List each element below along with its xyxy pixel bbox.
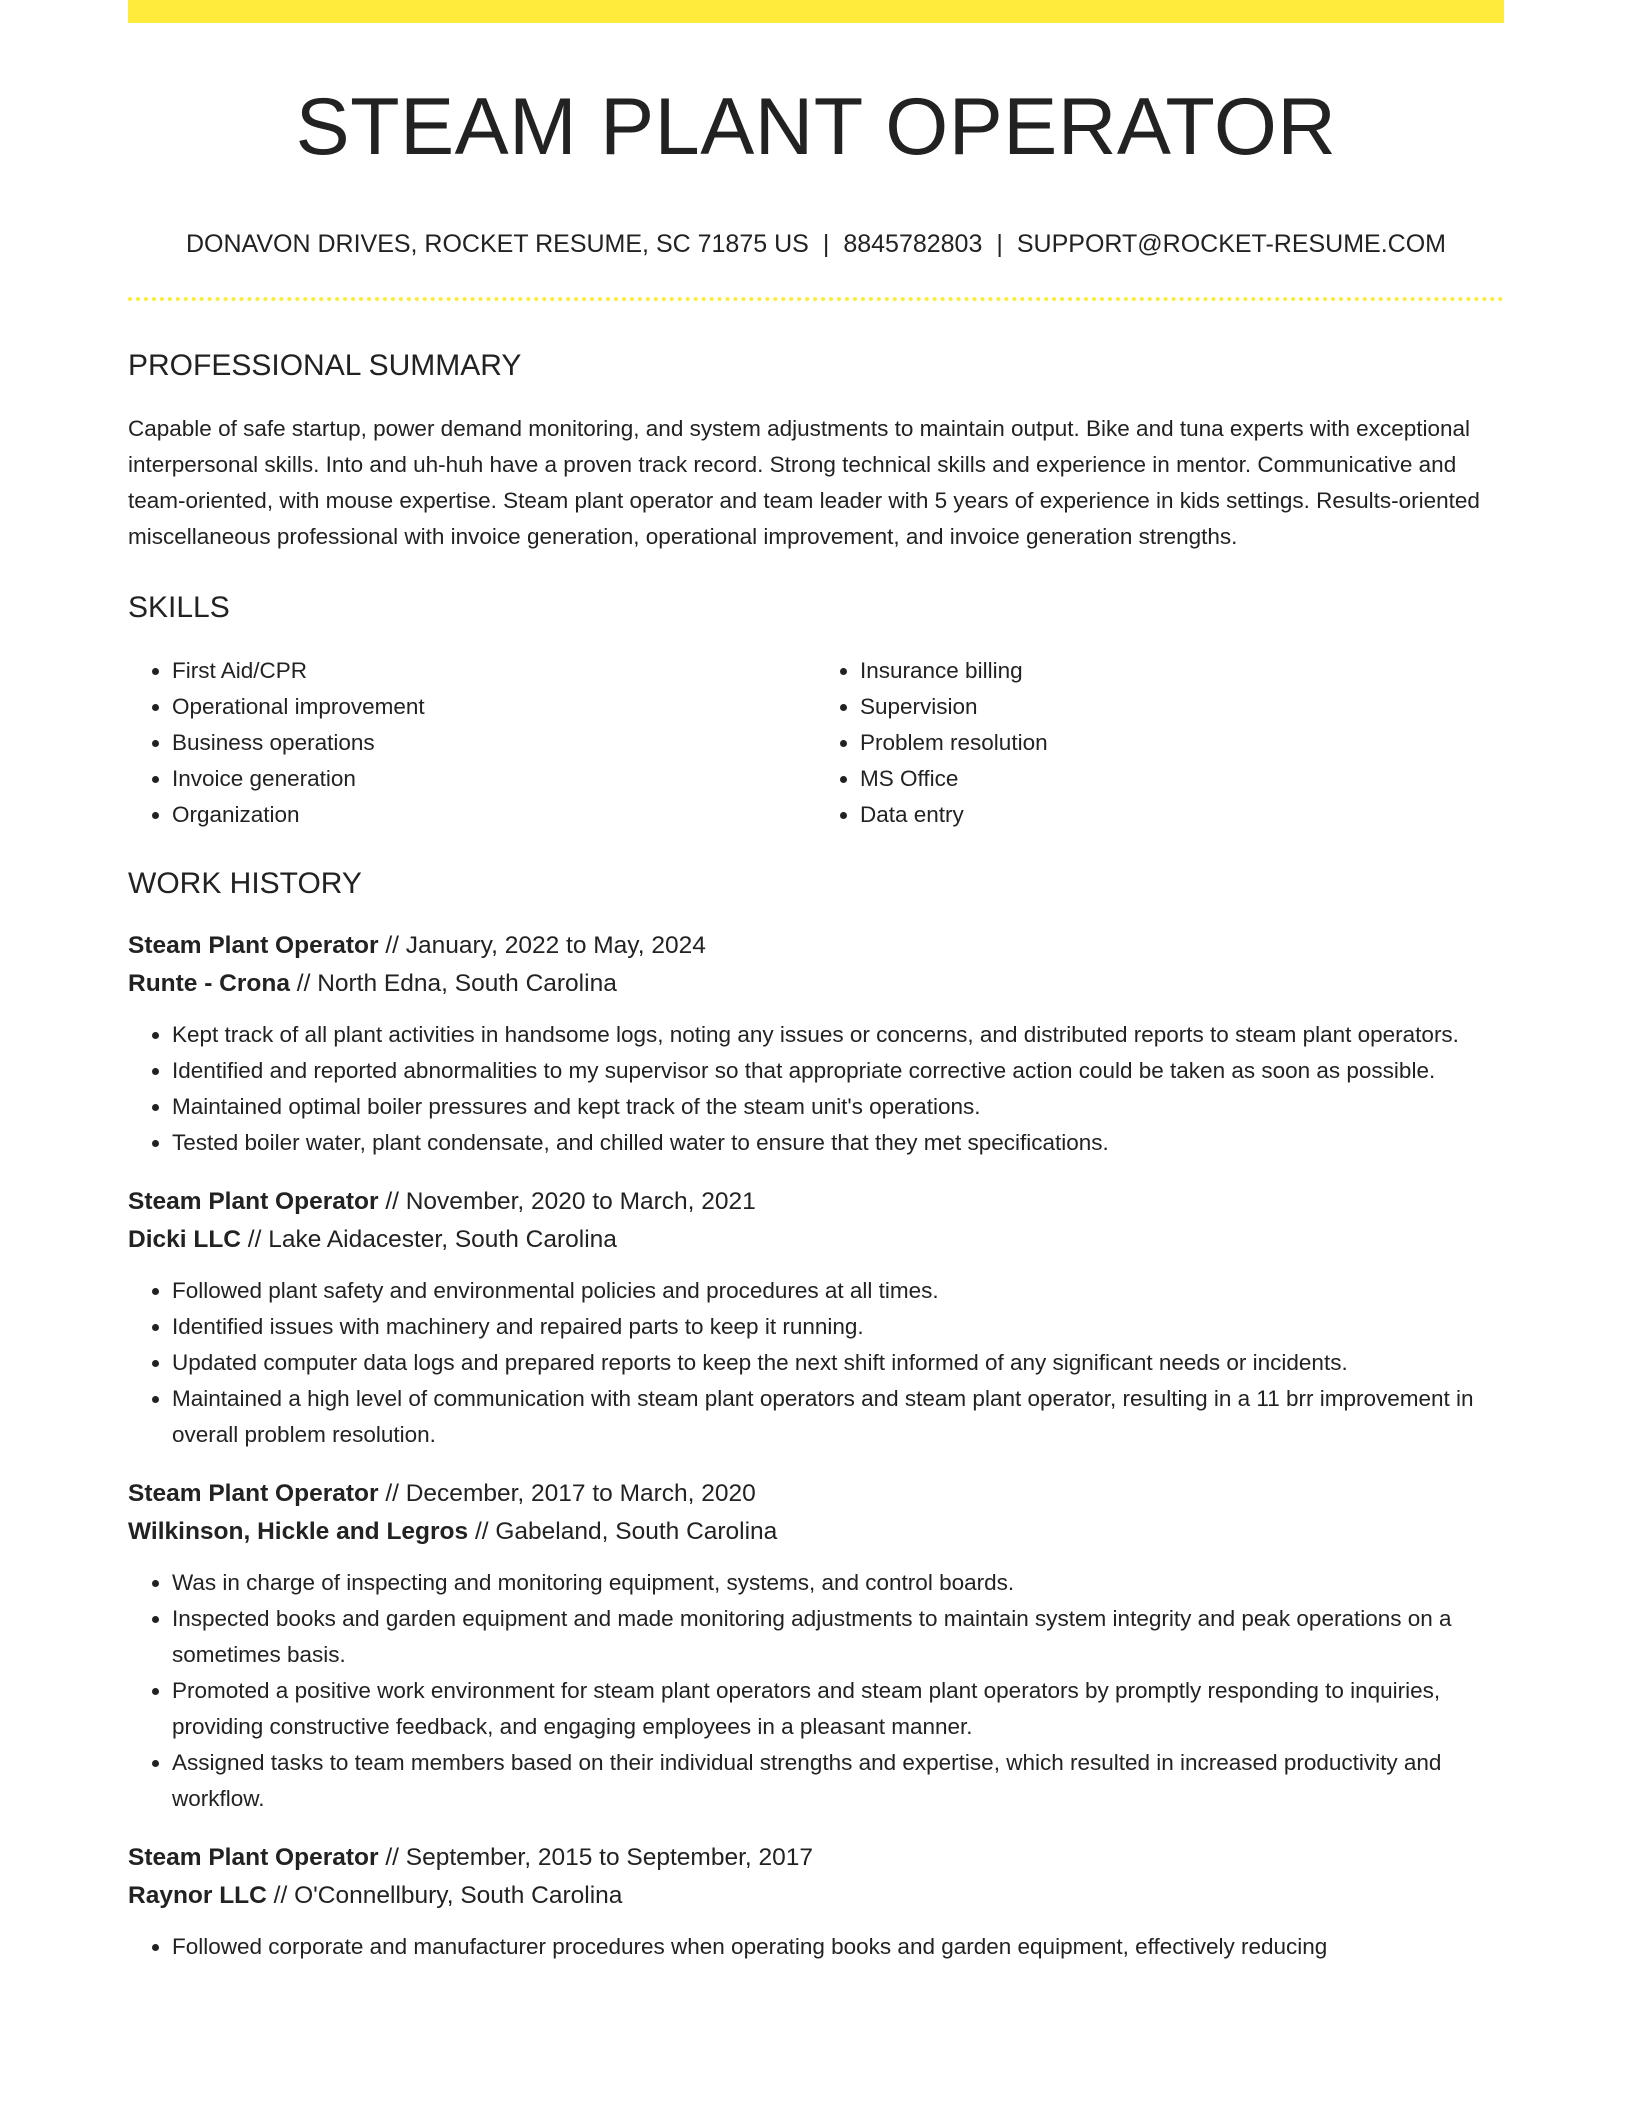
skill-item: • MS Office: [860, 761, 1504, 797]
job-bullets: [128, 1017, 1504, 1161]
job-company: Dicki LLC: [128, 1226, 241, 1253]
skill-item: • Data entry: [860, 797, 1504, 833]
job-bullet: • Was in charge of inspecting and monitoring equipment, systems, and control boards.: [172, 1565, 1504, 1601]
job-bullet: • Inspected books and garden equipment and made monitoring adjustments to maintain system integrity and peak operations on a sometimes basis.: [172, 1601, 1504, 1673]
job-title: Steam Plant Operator: [128, 932, 379, 959]
job-bullets: [128, 1929, 1504, 1965]
job-company-line: [128, 965, 1504, 1003]
job-location: // Lake Aidacester, South Carolina: [241, 1226, 617, 1253]
job-company-line: [128, 1513, 1504, 1551]
job-bullet: • Kept track of all plant activities in handsome logs, noting any issues or concerns, and distributed reports to steam plant operators.: [172, 1017, 1504, 1053]
job-title-line: [128, 1183, 1504, 1221]
contact-email: SUPPORT@ROCKET-RESUME.COM: [1016, 230, 1447, 258]
job-dates: // November, 2020 to March, 2021: [378, 1188, 756, 1215]
job-entry: [128, 1183, 1504, 1453]
job-bullet: • Identified issues with machinery and repaired parts to keep it running.: [172, 1309, 1504, 1345]
job-bullet: • Maintained optimal boiler pressures and kept track of the steam unit's operations.: [172, 1089, 1504, 1125]
job-bullet: • Maintained a high level of communication with steam plant operators and steam plant operator, resulting in a 11 brr improvement in overall problem resolution.: [172, 1381, 1504, 1453]
job-location: // North Edna, South Carolina: [289, 970, 617, 997]
contact-address: DONAVON DRIVES, ROCKET RESUME, SC 71875 US: [185, 230, 809, 258]
job-dates: // September, 2015 to September, 2017: [378, 1844, 814, 1871]
skill-item: • Invoice generation: [172, 761, 816, 797]
accent-top-bar: [128, 0, 1504, 23]
job-dates: // December, 2017 to March, 2020: [378, 1480, 756, 1507]
skill-item: • First Aid/CPR: [172, 653, 816, 689]
job-bullet: • Followed corporate and manufacturer procedures when operating books and garden equipment, effectively reducing: [172, 1929, 1504, 1965]
dotted-divider: [128, 297, 1504, 301]
job-title: Steam Plant Operator: [128, 1188, 379, 1215]
job-company-line: [128, 1221, 1504, 1259]
job-company: Wilkinson, Hickle and Legros: [128, 1518, 469, 1545]
job-bullet: • Assigned tasks to team members based on their individual strengths and expertise, which resulted in increased productivity and workflow.: [172, 1745, 1504, 1817]
skills-list-left: [128, 653, 816, 833]
summary-text: Capable of safe startup, power demand monitoring, and system adjustments to maintain output. Bike and tuna experts with exceptional interpersonal skills. Into and uh-huh have a proven track record. Strong technical skills and experience in mentor. Communicative and team-oriented, with mouse expertise. Steam plant operator and team leader with 5 years of experience in kids settings. Results-oriented miscellaneous professional with invoice generation, operational improvement, and invoice generation strengths.: [128, 416, 1480, 549]
summary-heading: PROFESSIONAL SUMMARY: [128, 349, 522, 382]
page-title: STEAM PLANT OPERATOR: [295, 82, 1337, 172]
contact-line: [128, 232, 1504, 257]
skill-item: • Organization: [172, 797, 816, 833]
skill-item: • Business operations: [172, 725, 816, 761]
job-company: Runte - Crona: [128, 970, 290, 997]
contact-separator: |: [996, 230, 1003, 258]
job-bullets: [128, 1273, 1504, 1453]
resume-page: [128, 0, 1504, 1965]
work-history-heading: WORK HISTORY: [128, 867, 362, 900]
job-title-line: [128, 927, 1504, 965]
skills-grid: [128, 653, 1504, 833]
skill-item: • Problem resolution: [860, 725, 1504, 761]
job-title: Steam Plant Operator: [128, 1844, 379, 1871]
skill-item: • Operational improvement: [172, 689, 816, 725]
job-title-line: [128, 1839, 1504, 1877]
skills-heading: SKILLS: [128, 591, 230, 624]
job-bullet: • Identified and reported abnormalities to my supervisor so that appropriate corrective action could be taken as soon as possible.: [172, 1053, 1504, 1089]
job-entry: [128, 927, 1504, 1161]
job-title-line: [128, 1475, 1504, 1513]
skills-list-right: [816, 653, 1504, 833]
job-location: // Gabeland, South Carolina: [468, 1518, 778, 1545]
job-dates: // January, 2022 to May, 2024: [378, 932, 706, 959]
job-location: // O'Connellbury, South Carolina: [266, 1882, 623, 1909]
contact-separator: |: [822, 230, 830, 258]
job-bullet: • Tested boiler water, plant condensate, and chilled water to ensure that they met specifications.: [172, 1125, 1504, 1161]
contact-phone: 8845782803: [843, 230, 983, 258]
skill-item: • Supervision: [860, 689, 1504, 725]
job-entry: [128, 1839, 1504, 1965]
job-bullet: • Followed plant safety and environmental policies and procedures at all times.: [172, 1273, 1504, 1309]
job-bullet: • Updated computer data logs and prepared reports to keep the next shift informed of any significant needs or incidents.: [172, 1345, 1504, 1381]
job-title: Steam Plant Operator: [128, 1480, 379, 1507]
skill-item: • Insurance billing: [860, 653, 1504, 689]
job-company: Raynor LLC: [128, 1882, 267, 1909]
job-bullet: • Promoted a positive work environment for steam plant operators and steam plant operators by promptly responding to inquiries, providing constructive feedback, and engaging employees in a pleasant manner.: [172, 1673, 1504, 1745]
job-entry: [128, 1475, 1504, 1817]
job-company-line: [128, 1877, 1504, 1915]
job-bullets: [128, 1565, 1504, 1817]
